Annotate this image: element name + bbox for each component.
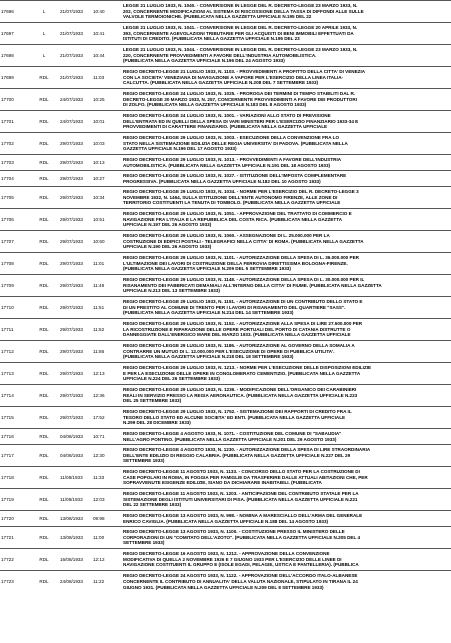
act-time: 12:03 [92, 489, 122, 511]
act-description [122, 253, 451, 275]
act-type: RDL [29, 467, 59, 489]
act-date: 11/08/1933 [59, 489, 92, 511]
act-time: 09:98 [92, 511, 122, 527]
act-time: 11:52 [92, 319, 122, 341]
act-type: RDL [29, 209, 59, 231]
entry-number: 17696 [0, 1, 29, 23]
entry-number: 17701 [0, 111, 29, 133]
description-line: (PUBBLICATA NELLA GAZZETTA UFFICIALE N.196 DEL 24 AGOSTO 1933) [123, 58, 285, 64]
description-line: DECRETO-LEGGE 30 MARZO 1933, N. 257, CONCERNENTE PROVVEDIMENTI A FAVORE DEI PRODUTTORI [123, 96, 357, 102]
act-type: L [29, 23, 59, 45]
act-type: L [29, 45, 59, 67]
description-line: REGIO DECRETO-LEGGE 29 LUGLIO 1933, N. 1752. - SISTEMAZIONE DEI RAPPORTI DI CREDITO FRA IL [123, 409, 352, 415]
entry-number: 17711 [0, 319, 29, 341]
act-description [122, 231, 451, 253]
table-row[interactable] [0, 133, 451, 155]
description-line: REGIO DECRETO-LEGGE 24 AGOSTO 1933, N. 1122. - APPROVAZIONE DELL'ACCORDO ITALO-ALBANESE [123, 573, 358, 579]
table-row[interactable] [0, 549, 451, 571]
description-line: LA RICOSTRUZIONE E RIPARAZIONE DELLE OPERE PORTUALI DEL PORTO DI CATANIA DISTRUTTE O [123, 326, 351, 332]
act-date: 11/08/1933 [59, 467, 92, 489]
description-line: AUTOMOBILISTICA. (PUBBLICATA NELLA GAZZETTA UFFICIALE N.191 DEL 18 AGOSTO 1933) [123, 162, 331, 168]
description-line: REGIO DECRETO-LEGGE 29 LUGLIO 1933, N. 1152. - AUTORIZZAZIONE ALLA SPESA DI LIRE 27.500.000 PER [123, 321, 363, 327]
act-time: 12:13 [92, 363, 122, 385]
description-line: REGIO DECRETO-LEGGE 21 LUGLIO 1933, N. 1103. - PROVVEDIMENTI A PROFITTO DELLA CITTA' DI VENEZIA [123, 69, 366, 75]
act-description [122, 527, 451, 549]
entry-number: 17719 [0, 489, 29, 511]
description-line: STATO NELLA SISTEMAZIONE EDILIZIA DELLE REGIA UNIVERSITA' DI PADOVA. (PUBBLICATA NELLA [123, 140, 348, 146]
act-description [122, 407, 451, 429]
description-line: L'ULTIMAZIONE DEI LAVORI DI COSTRUZIONE DELLA FERROVIA DIRETTISSIMA BOLOGNA-FIRENZE. [123, 260, 348, 266]
table-row[interactable] [0, 385, 451, 407]
act-date: 29/07/1933 [59, 253, 92, 275]
act-time: 10:25 [92, 89, 122, 111]
act-description [122, 429, 451, 445]
table-row[interactable] [0, 319, 451, 341]
act-time: 10:01 [92, 111, 122, 133]
table-row[interactable] [0, 407, 451, 429]
description-line: CORPORAZIONI DI UN "COMITATO DELL'AZOTO". (PUBBLICATA NELLA GAZZETTA UFFICIALE N.205 DEL 4 [123, 534, 361, 540]
act-type: RDL [29, 407, 59, 429]
description-line: N.299 DEL 28 DICEMBRE 1933) [123, 420, 191, 426]
description-line: DANNEGGIATE DALL'ENERGICO MARE DEL MARZO 1933. (PUBBLICATA NELLA GAZZETTA UFFICIALE [123, 332, 351, 338]
act-date: 29/07/1933 [59, 155, 92, 171]
table-row[interactable] [0, 363, 451, 385]
description-line: TERRITORIO COSTITUENTI LA TENUTA DI TOMBOLO. (PUBBLICATA NELLA GAZZETTA UFFICIALE [123, 200, 341, 206]
description-line: DI ZOLFO. (PUBBLICATA NELLA GAZZETTA UFFICIALE N.183 DEL 8 AGOSTO 1933) [123, 102, 307, 108]
act-type: RDL [29, 363, 59, 385]
act-type: RDL [29, 89, 59, 111]
table-row[interactable] [0, 489, 451, 511]
description-line: 202, CONCERNENTE MODIFICAZIONI AL SISTEMA DI RISCOSSIONE DELLA TASSA DI DIFFONDI ALLE SULLE [123, 8, 364, 14]
act-description [122, 155, 451, 171]
act-date: 24/07/1933 [59, 111, 92, 133]
description-line: REGIO DECRETO-LEGGE 29 LUGLIO 1933, N. 1013. - PROVVEDIMENTI A FAVORE DELL'INDUSTRIA [123, 156, 342, 162]
description-line: CASE POPOLARI IN ROMA, IN FOGGIA PER FAMIGLIE DA TRASFERIRE DALLE ATTUALI ABITAZIONI CHE, PER [123, 474, 368, 480]
act-description [122, 187, 451, 209]
act-type: L [29, 1, 59, 23]
table-row[interactable] [0, 341, 451, 363]
act-type: RDL [29, 527, 59, 549]
table-row[interactable] [0, 253, 451, 275]
description-line: MODIFICATIVA DI QUELLA 2 NOVEMBRE 1926 E 7 GIUGNO 1933 PER L'ESERCIZIO DELLE LINEE DI [123, 556, 342, 562]
entry-number: 17717 [0, 445, 29, 467]
act-description [122, 511, 451, 527]
table-row[interactable] [0, 171, 451, 187]
act-time: 10:71 [92, 429, 122, 445]
description-line: REGIO DECRETO-LEGGE 11 AGOSTO 1933, N. 1133. - CONCORSO DELLO STATO PER LA COSTRUZIONE DI [123, 469, 360, 475]
act-type: RDL [29, 385, 59, 407]
description-line: NELL'AGRO PONTINO. (PUBBLICATA NELLA GAZZETTA UFFICIALE N.201 DEL 29 AGOSTO 1933) [123, 436, 337, 442]
table-row[interactable] [0, 527, 451, 549]
description-line: REGIO DECRETO-LEGGE 29 LUGLIO 1933, N. 1213. - NORME PER L'ESECUZIONE DELLE DISPOSIZIONI EDILIZIE [123, 365, 372, 371]
act-type: RDL [29, 155, 59, 171]
description-line: REGIO DECRETO-LEGGE 29 LUGLIO 1933, N. 1034. - NORME PER L'ESERCIZIO DEL R. DECRETO-LEGGE 3 [123, 189, 359, 195]
description-line: DEL 25 SETTEMBRE 1933) [123, 398, 182, 404]
act-date: 29/07/1933 [59, 385, 92, 407]
act-description [122, 45, 451, 67]
description-line: UFFICIALE N.224 DEL 26 SETTEMBRE 1933) [123, 376, 220, 382]
entry-number: 17710 [0, 297, 29, 319]
table-row[interactable] [0, 1, 451, 23]
act-date: 29/07/1933 [59, 407, 92, 429]
table-row[interactable] [0, 111, 451, 133]
act-date: 13/08/1933 [59, 511, 92, 527]
act-date: 24/07/1933 [59, 89, 92, 111]
act-description [122, 67, 451, 89]
act-date: 24/08/1933 [59, 571, 92, 593]
act-date: 29/07/1933 [59, 275, 92, 297]
act-time: 12:12 [92, 549, 122, 571]
act-time: 10:41 [92, 23, 122, 45]
act-time: 11:01 [92, 253, 122, 275]
act-description [122, 171, 451, 187]
description-line: VALVOLE TERMOIONICHE. (PUBBLICATA NELLA GAZZETTA UFFICIALE N.195 DEL 22 [123, 14, 312, 20]
act-description [122, 445, 451, 467]
table-row[interactable] [0, 571, 451, 593]
entry-number: 17705 [0, 187, 29, 209]
act-date: 21/07/1933 [59, 67, 92, 89]
register-body [0, 1, 451, 593]
act-type: RDL [29, 445, 59, 467]
act-time: 10:44 [92, 45, 122, 67]
description-line: (PUBBLICATA NELLA GAZZETTA UFFICIALE N.209 DEL 5 SETTEMBRE 1933) [123, 266, 291, 272]
act-type: RDL [29, 429, 59, 445]
entry-number: 17708 [0, 253, 29, 275]
description-line: UFFICIALE N.197 DEL 26 AGOSTO 1933) [123, 222, 212, 228]
act-type: RDL [29, 341, 59, 363]
act-description [122, 489, 451, 511]
description-line: REGIO DECRETO-LEGGE 29 LUGLIO 1933, N. 1101. - AUTORIZZAZIONE DELLA SPESA DI L. 36.000.000 PER [123, 255, 359, 261]
description-line: REGIO DECRETO-LEGGE 24 LUGLIO 1933, N. 1001. - VARIAZIONI ALLO STATO DI PREVISIONE [123, 113, 331, 119]
description-line: COSTRUZIONE DI EDIFICI POSTALI - TELEGRAFICI NELLA CITTA' DI ROMA. (PUBBLICATA NELLA GAZZETTA [123, 238, 364, 244]
description-line: DEL 22 SETTEMBRE 1933) [123, 502, 182, 508]
act-date: 21/07/1933 [59, 23, 92, 45]
entry-number: 17713 [0, 363, 29, 385]
act-date: 21/07/1933 [59, 45, 92, 67]
act-description [122, 1, 451, 23]
act-type: RDL [29, 133, 59, 155]
description-line: REGIO DECRETO-LEGGE 29 LUGLIO 1933, N. 1236. - MODIFICAZIONE DELL'ORGANICO DEI CARABINIERI [123, 387, 357, 393]
act-time: 10:13 [92, 155, 122, 171]
description-line: SISTEMAZIONE DEGLI ISTITUTI UNIVERSITARI DI PISA. (PUBBLICATA NELLA GAZZETTA UFFICIALE N.221 [123, 496, 358, 502]
act-type: RDL [29, 111, 59, 133]
act-description [122, 341, 451, 363]
description-line: SOPRAVVENUTE ESIGENZE EDILIZIE, SIANO DA DICHIARARE INABITABILI. (PUBBLICATA [123, 480, 322, 486]
description-line: UFFICIALE N.190 DEL 26 AGOSTO 1933) [123, 244, 212, 250]
act-time: 11:48 [92, 275, 122, 297]
act-type: RDL [29, 571, 59, 593]
act-date: 29/07/1933 [59, 171, 92, 187]
act-description [122, 467, 451, 489]
act-date: 29/07/1933 [59, 133, 92, 155]
entry-number: 17702 [0, 133, 29, 155]
entry-number: 17723 [0, 571, 29, 593]
act-time: 11:22 [92, 571, 122, 593]
description-line: REALI IN SERVIZIO PRESSO LA REGIA AERONAUTICA. (PUBBLICATA NELLA GAZZETTA UFFICIALE N.223 [123, 392, 358, 398]
act-date: 04/08/1933 [59, 445, 92, 467]
description-line: E PER LA ESECUZIONE DELLE OPERE IN CONGLOMERATO CEMENTIZIO. (PUBBLICATA NELLA GAZZETTA [123, 370, 361, 376]
description-line: (PUBBLICATA NELLA GAZZETTA UFFICIALE N.218 DEL 18 SETTEMBRE 1933) [123, 354, 294, 360]
act-time: 11:33 [92, 467, 122, 489]
act-type: RDL [29, 67, 59, 89]
description-line: NAVIGAZIONE COSTITUENTI IL GRUPPO E (ISOLE EGADI, PELAGIE, USTICA E PANTELLERIA). (PUBBLICA [123, 562, 359, 568]
description-line: DI UN PRESTITO AL COMUNE DI TRENTO PER I LAVORI DI RISANAMENTO DEL QUARTIERE "SASS". [123, 304, 346, 310]
entry-number: 17718 [0, 467, 29, 489]
entry-number: 17698 [0, 45, 29, 67]
description-line: REGIO DECRETO-LEGGE 29 LUGLIO 1933, N. 1148. - AUTORIZZAZIONE DELLA SPESA DI L. 30.000.000 PER IL [123, 277, 365, 283]
table-row[interactable] [0, 231, 451, 253]
entry-number: 17700 [0, 89, 29, 111]
act-type: RDL [29, 275, 59, 297]
entry-number: 17703 [0, 155, 29, 171]
act-date: 13/08/1933 [59, 527, 92, 549]
table-row[interactable] [0, 23, 451, 45]
description-line: CALCUTTA. (PUBBLICATA NELLA GAZZETTA UFFICIALE N.208 DEL 7 SETTEMBRE 1933) [123, 80, 319, 86]
entry-number: 17722 [0, 549, 29, 571]
description-line: PROGRESSIVA. (PUBBLICATA NELLA GAZZETTA UFFICIALE N.182 DEL 10 AGOSTO 1933) [123, 178, 321, 184]
description-line: TESORO DELLO STATO ED ALCUNE SOCIETA' ED ENTI. (PUBBLICATA NELLA GAZZETTA UFFICIALE [123, 414, 346, 420]
description-line: CONCERNENTE IL CONTRIBUTO DI ANNUALITA' DELLA VALUTA NAZIONALE, STIPULATO IN TIRANA IL 24 [123, 578, 358, 584]
act-date: 04/08/1933 [59, 429, 92, 445]
description-line: RISANAMENTO DEI FABBRICATI DEMANIALI ALL'INTERNO DELLA CITTA' DI FIUME. (PUBBLICATA NELLA GAZZETTA [123, 282, 382, 288]
act-description [122, 297, 451, 319]
act-type: RDL [29, 549, 59, 571]
act-time: 12:36 [92, 385, 122, 407]
description-line: LEGGE 21 LUGLIO 1933, N. 1044. - CONVERSIONE IN LEGGE DEL R. DECRETO-LEGGE 23 MARZO 1933, N. [123, 47, 358, 53]
description-line: SETTEMBRE 1933) [123, 540, 165, 546]
entry-number: 17712 [0, 341, 29, 363]
entry-number: 17707 [0, 231, 29, 253]
act-time: 10:40 [92, 1, 122, 23]
description-line: PROVVEDIMENTI DI CARATTERE FINANZIARIO. (PUBBLICATA NELLA GAZZETTA UFFICIALE [123, 124, 328, 130]
act-date: 29/07/1933 [59, 187, 92, 209]
entry-number: 17699 [0, 67, 29, 89]
act-date: 29/07/1933 [59, 319, 92, 341]
act-type: RDL [29, 231, 59, 253]
act-type: RDL [29, 171, 59, 187]
act-time: 10:34 [92, 187, 122, 209]
act-type: RDL [29, 319, 59, 341]
act-date: 29/07/1933 [59, 341, 92, 363]
description-line: REGIO DECRETO-LEGGE 29 LUGLIO 1933, N. 1060. - ASSEGNAZIONE DI L. 25.000.000 PER LA [123, 233, 330, 239]
act-time: 17:52 [92, 407, 122, 429]
act-date: 29/07/1933 [59, 297, 92, 319]
description-line: REGIO DECRETO-LEGGE 29 LUGLIO 1933, N. 1151. - AUTORIZZAZIONE DI UN CONTRIBUTO DELLO STATO E [123, 299, 363, 305]
description-line: CONTRARRE UN MUTUO DI L. 12.000.000 PER L'ESECUZIONE DI OPERE DI PUBBLICA UTILITA'. [123, 348, 335, 354]
description-line: UFFICIALE N.213 DEL 13 SETTEMBRE 1933) [123, 288, 220, 294]
description-line: 220, CONCERNENTE PROVVEDIMENTI A FAVORE DELL'INDUSTRIA AUTOMOBILISTICA. [123, 52, 317, 58]
description-line: REGIO DECRETO-LEGGE 29 LUGLIO 1933, N. 1027. - ISTITUZIONE DELL'IMPOSTA COMPLEMENTARE [123, 172, 347, 178]
act-time: 12:30 [92, 445, 122, 467]
table-row[interactable] [0, 445, 451, 467]
description-line: ENRICO CAVIGLIA. (PUBBLICATA NELLA GAZZETTA UFFICIALE N.188 DEL 14 AGOSTO 1933) [123, 518, 329, 524]
act-date: 16/08/1933 [59, 549, 92, 571]
description-line: CON LA SOCIETA' VENEZIANA DI NAVIGAZIONE A VAPORE PER L'ESERCIZIO DELLA LINEA ITALIA- [123, 74, 344, 80]
description-line: REGIO DECRETO-LEGGE 13 AGOSTO 1933, N. 998. - NOMINA A MARESCIALLO DELL'ARMA DEL GENERALE [123, 512, 363, 518]
act-type: RDL [29, 253, 59, 275]
act-time: 10:27 [92, 171, 122, 187]
description-line: GAZZETTA UFFICIALE N.196 DEL 17 AGOSTO 1933) [123, 146, 237, 152]
description-line: NOVEMBRE 1932, N. 1464, SULLA ISTITUZIONE DELL'ENTE AUTONOMO FIRENZE, ALLE ZONE DI [123, 194, 338, 200]
entry-number: 17709 [0, 275, 29, 297]
act-time: 10:03 [92, 133, 122, 155]
act-date: 29/07/1933 [59, 231, 92, 253]
act-type: RDL [29, 511, 59, 527]
act-date: 21/07/1933 [59, 1, 92, 23]
description-line: REGIO DECRETO-LEGGE 16 AGOSTO 1933, N. 1212. - APPROVAZIONE DELLA CONVENZIONE [123, 551, 330, 557]
act-description [122, 89, 451, 111]
description-line: REGIO DECRETO-LEGGE 13 AGOSTO 1933, N. 1100. - COSTITUZIONE PRESSO IL MINISTERO DELLE [123, 529, 345, 535]
act-time: 10:51 [92, 209, 122, 231]
act-description [122, 111, 451, 133]
act-time: 10:60 [92, 231, 122, 253]
description-line: REGIO DECRETO-LEGGE 29 LUGLIO 1933, N. 1003. - ESECUZIONE DELLA CONVENZIONE FRA LO [123, 135, 340, 141]
act-time: 11:00 [92, 527, 122, 549]
description-line: REGIO DECRETO-LEGGE 4 AGOSTO 1933, N. 1071. - COSTITUZIONE DEL COMUNE DI "SABAUDIA" [123, 430, 342, 436]
act-type: RDL [29, 489, 59, 511]
description-line: LEGGE 21 LUGLIO 1933, N. 1041. - CONVERSIONE IN LEGGE DEL R. DECRETO-LEGGE 20 APRILE 1933, N. [123, 25, 358, 31]
act-description [122, 363, 451, 385]
act-description [122, 549, 451, 571]
description-line: NAVIGAZIONE FRA L'ITALIA E LA REPUBBLICA DEL COSTA RICA. (PUBBLICATA NELLA GAZZETTA [123, 216, 343, 222]
description-line: DELL'ENTE EDILIZIO DI REGGIO CALABRIA. (PUBBLICATA NELLA GAZZETTA UFFICIALE N.227 DEL 29 [123, 452, 351, 458]
entry-number: 17706 [0, 209, 29, 231]
table-row[interactable] [0, 429, 451, 445]
description-line: GIUGNO 1931. (PUBBLICATA NELLA GAZZETTA UFFICIALE N.209 DEL 8 SETTEMBRE 1933) [123, 584, 324, 590]
table-row[interactable] [0, 275, 451, 297]
entry-number: 17715 [0, 407, 29, 429]
act-description [122, 319, 451, 341]
table-row[interactable] [0, 45, 451, 67]
description-line: REGIO DECRETO-LEGGE 29 LUGLIO 1933, N. 1051. - APPROVAZIONE DEL TRATTATO DI COMMERCIO E [123, 211, 352, 217]
entry-number: 17714 [0, 385, 29, 407]
description-line: REGIO DECRETO-LEGGE 29 LUGLIO 1933, N. 1186. - AUTORIZZAZIONE AL GOVERNO DELLA SOMALIA A [123, 343, 355, 349]
act-type: RDL [29, 297, 59, 319]
entry-number: 17704 [0, 171, 29, 187]
act-time: 11:03 [92, 67, 122, 89]
act-type: RDL [29, 187, 59, 209]
table-row[interactable] [0, 89, 451, 111]
table-row[interactable] [0, 511, 451, 527]
entry-number: 17720 [0, 511, 29, 527]
act-time: 11:51 [92, 297, 122, 319]
act-description [122, 209, 451, 231]
description-line: ISTITUTI DI CREDITO. (PUBBLICATA NELLA GAZZETTA UFFICIALE N.195 DEL 23 [123, 36, 300, 42]
act-description [122, 385, 451, 407]
description-line: REGIO DECRETO-LEGGE 11 AGOSTO 1933, N. 1203. - ANTICIPAZIONE DEL CONTRIBUTO STATALE PER LA [123, 491, 359, 497]
description-line: DELL'ENTRATA ED IN QUELLI DELLA SPESA DI VARI MINISTERI PER L'ESERCIZIO FINANZIARIO 1933-34 E [123, 118, 359, 124]
entry-number: 17697 [0, 23, 29, 45]
entry-number: 17716 [0, 429, 29, 445]
act-description [122, 133, 451, 155]
description-line: REGIO DECRETO-LEGGE 4 AGOSTO 1933, N. 1230. - AUTORIZZAZIONE DELLA SPESA DI LIRE STRAORDINARIA [123, 447, 371, 453]
act-time: 11:86 [92, 341, 122, 363]
act-date: 29/07/1933 [59, 209, 92, 231]
entry-number: 17721 [0, 527, 29, 549]
act-description [122, 571, 451, 593]
act-date: 29/07/1933 [59, 363, 92, 385]
description-line: SETTEMBRE 1933) [123, 458, 165, 464]
description-line: REGIO DECRETO-LEGGE 24 LUGLIO 1933, N. 1025. - PROROGA DEI TERMINI DI TEMPO STABILITI DAL R. [123, 91, 356, 97]
description-line: (PUBBLICATA NELLA GAZZETTA UFFICIALE N.214 DEL 14 SETTEMBRE 1933) [123, 310, 294, 316]
act-description [122, 23, 451, 45]
table-row[interactable] [0, 209, 451, 231]
description-line: 393, CONCERNENTE AGEVOLAZIONI TRIBUTARIE PER GLI ACQUISTI DI BENI IMMOBILI EFFETTUATI DA [123, 30, 354, 36]
table-row[interactable] [0, 297, 451, 319]
table-row[interactable] [0, 155, 451, 171]
table-row[interactable] [0, 467, 451, 489]
table-row[interactable] [0, 67, 451, 89]
table-row[interactable] [0, 187, 451, 209]
act-description [122, 275, 451, 297]
description-line: LEGGE 21 LUGLIO 1933, N. 1040. - CONVERSIONE IN LEGGE DEL R. DECRETO-LEGGE 23 MARZO 1933, N. [123, 3, 358, 9]
